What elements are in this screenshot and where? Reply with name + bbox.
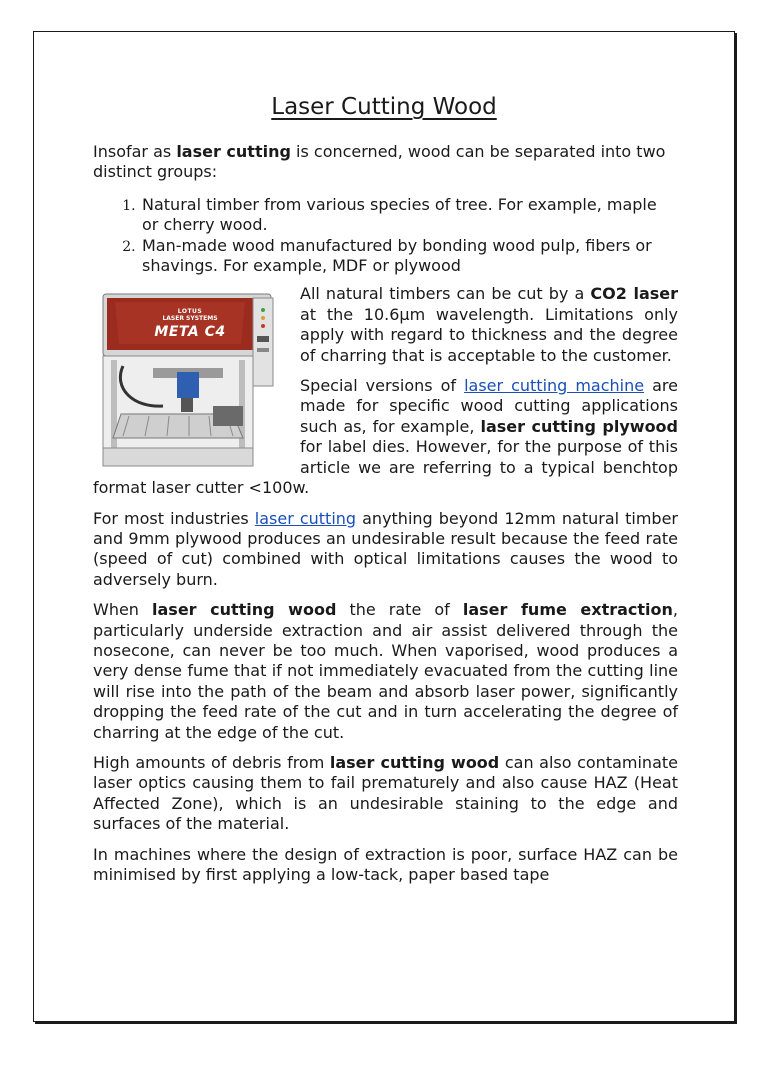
para-text: at the 10.6µm wavelength. Limitations only apply with regard to thickness and the degree of charring that is acceptable to the customer. xyxy=(300,304,678,365)
list-item: 1. Natural timber from various species of tree. For example, maple or cherry wood. xyxy=(140,195,678,236)
para-bold: laser cutting wood xyxy=(152,600,337,620)
document-title: Laser Cutting Wood xyxy=(271,94,497,120)
document-page xyxy=(33,31,735,1022)
intro-paragraph xyxy=(93,142,678,183)
list-item: 2. Man-made wood manufactured by bonding wood pulp, fibers or shavings. For example, MDF or plywood xyxy=(140,236,678,277)
para-text: In machines where the design of extraction is poor, surface HAZ can be minimised by first applying a low-tack, paper based tape xyxy=(93,844,678,884)
paragraph-industries xyxy=(93,509,678,591)
para-text: anything beyond 12mm natural timber and 9mm plywood produces an undesirable result because the feed rate (speed of cut) combined with optical limitations causes the wood to adversely burn. xyxy=(93,508,678,589)
para-bold: laser fume extraction xyxy=(462,600,673,620)
laser-cutting-link[interactable]: laser cutting xyxy=(254,508,357,528)
para-text: for label dies. However, for the purpose of this article we are referring to a typical benchtop format laser cutter <100w. xyxy=(93,437,678,498)
para-bold: laser cutting wood xyxy=(329,752,500,772)
wood-groups-list xyxy=(93,195,678,277)
paragraph-fume-extraction xyxy=(93,600,678,743)
machine-subtitle: LASER SYSTEMS xyxy=(162,315,218,323)
para-text: can also contaminate laser optics causing them to fail prematurely and also cause HAZ (Heat Affected Zone), which is an undesirable staining to the edge and surfaces of the material. xyxy=(93,752,678,834)
intro-text-end: is concerned, wood can be separated into two distinct groups: xyxy=(93,142,666,182)
para-text: the rate of xyxy=(336,600,463,620)
machine-brand: LOTUS xyxy=(177,308,203,316)
para-text: are made for specific wood cutting applications such as, for example, xyxy=(300,376,678,436)
intro-text: Insofar as xyxy=(93,142,177,161)
machine-model: META C4 xyxy=(154,324,226,341)
laser-cutting-machine-link[interactable]: laser cutting machine xyxy=(464,376,645,396)
para-bold: CO2 laser xyxy=(590,284,679,304)
para-text: All natural timbers can be cut by a xyxy=(300,284,591,304)
paragraph-debris xyxy=(93,753,678,835)
paragraph-extraction-design xyxy=(93,845,678,886)
para-text: Special versions of xyxy=(300,376,465,396)
intro-bold: laser cutting xyxy=(176,142,291,161)
para-text: For most industries xyxy=(93,508,255,528)
para-text: When xyxy=(93,600,153,620)
machine-logo xyxy=(115,302,265,342)
para-bold: laser cutting plywood xyxy=(480,416,679,436)
para-text: High amounts of debris from xyxy=(93,752,330,772)
document-body xyxy=(93,142,678,895)
laser-cutter-machine-image xyxy=(93,288,286,470)
para-text: , particularly underside extraction and air assist delivered through the nosecone, can never be too much. When vaporised, wood produces a very dense fume that if not immediately evacuated from the cutting line will rise into the path of the beam and absorb laser power, significantly dropping the feed rate of the cut and in turn accelerating the degree of charring at the edge of the cut. xyxy=(93,600,678,742)
